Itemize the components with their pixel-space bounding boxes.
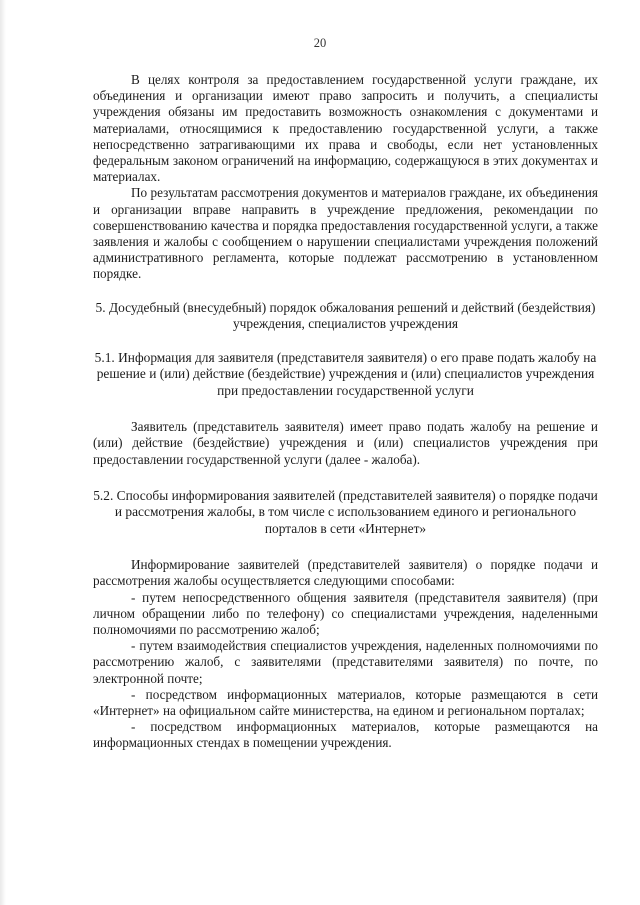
section-heading-5-2: 5.2. Способы информирования заявителей (представителей заявителя) о порядке подачи и рассмотрения жалобы, в том числе с использованием единого и регионального порталов в сети «Интернет»	[93, 487, 598, 536]
page-number: 20	[313, 36, 327, 50]
section-heading-5: 5. Досудебный (внесудебный) порядок обжалования решений и действий (бездействия) учреждения, специалистов учреждения	[95, 299, 596, 332]
list-item-internet-materials: - посредством информационных материалов, которые размещаются в сети «Интернет» на официальном сайте министерства, на едином и региональном порталах;	[93, 686, 598, 719]
paragraph-results: По результатам рассмотрения документов и материалов граждане, их объединения и организации вправе направить в учреждение предложения, рекомендации по совершенствованию качества и порядка предоставления государственной услуги, а также заявления и жалобы с сообщением о нарушении специалистами учреждения положений административного регламента, которые подлежат рассмотрению в установленном порядке.	[93, 185, 598, 282]
paragraph-informing: Информирование заявителей (представителей заявителя) о порядке подачи и рассмотрения жалобы осуществляется следующими способами:	[93, 557, 598, 589]
list-item-direct-contact: - путем непосредственного общения заявителя (представителя заявителя) (при личном обращении либо по телефону) со специалистами учреждения, наделенными полномочиями по рассмотрению жалоб;	[93, 589, 598, 638]
document-body	[93, 72, 598, 752]
section-heading-5-1: 5.1. Информация для заявителя (представителя заявителя) о его праве подать жалобу на решение и (или) действие (бездействие) учреждения и (или) специалистов учреждения при предоставлении государственной услуги	[94, 349, 597, 398]
paragraph-complaint-right: Заявитель (представитель заявителя) имеет право подать жалобу на решение и (или) действие (бездействие) учреждения и (или) специалистов учреждения при предоставлении государственной услуги (далее - жалоба).	[93, 419, 598, 467]
list-item-mail-contact: - путем взаимодействия специалистов учреждения, наделенных полномочиями по рассмотрению жалоб, с заявителями (представителями заявителя) по почте, по электронной почте;	[93, 638, 598, 686]
list-item-stand-materials: - посредством информационных материалов, которые размещаются на информационных стендах в помещении учреждения.	[93, 719, 598, 751]
paragraph-control: В целях контроля за предоставлением государственной услуги граждане, их объединения и организации имеют право запросить и получить, а специалисты учреждения обязаны им предоставить возможность ознакомления с документами и материалами, относящимися к предоставлению государственной услуги, а также непосредственно затрагивающими их права и свободы, если нет установленных федеральным законом ограничений на информацию, содержащуюся в этих документах и материалах.	[93, 72, 598, 185]
scan-edge-shadow	[0, 0, 6, 905]
